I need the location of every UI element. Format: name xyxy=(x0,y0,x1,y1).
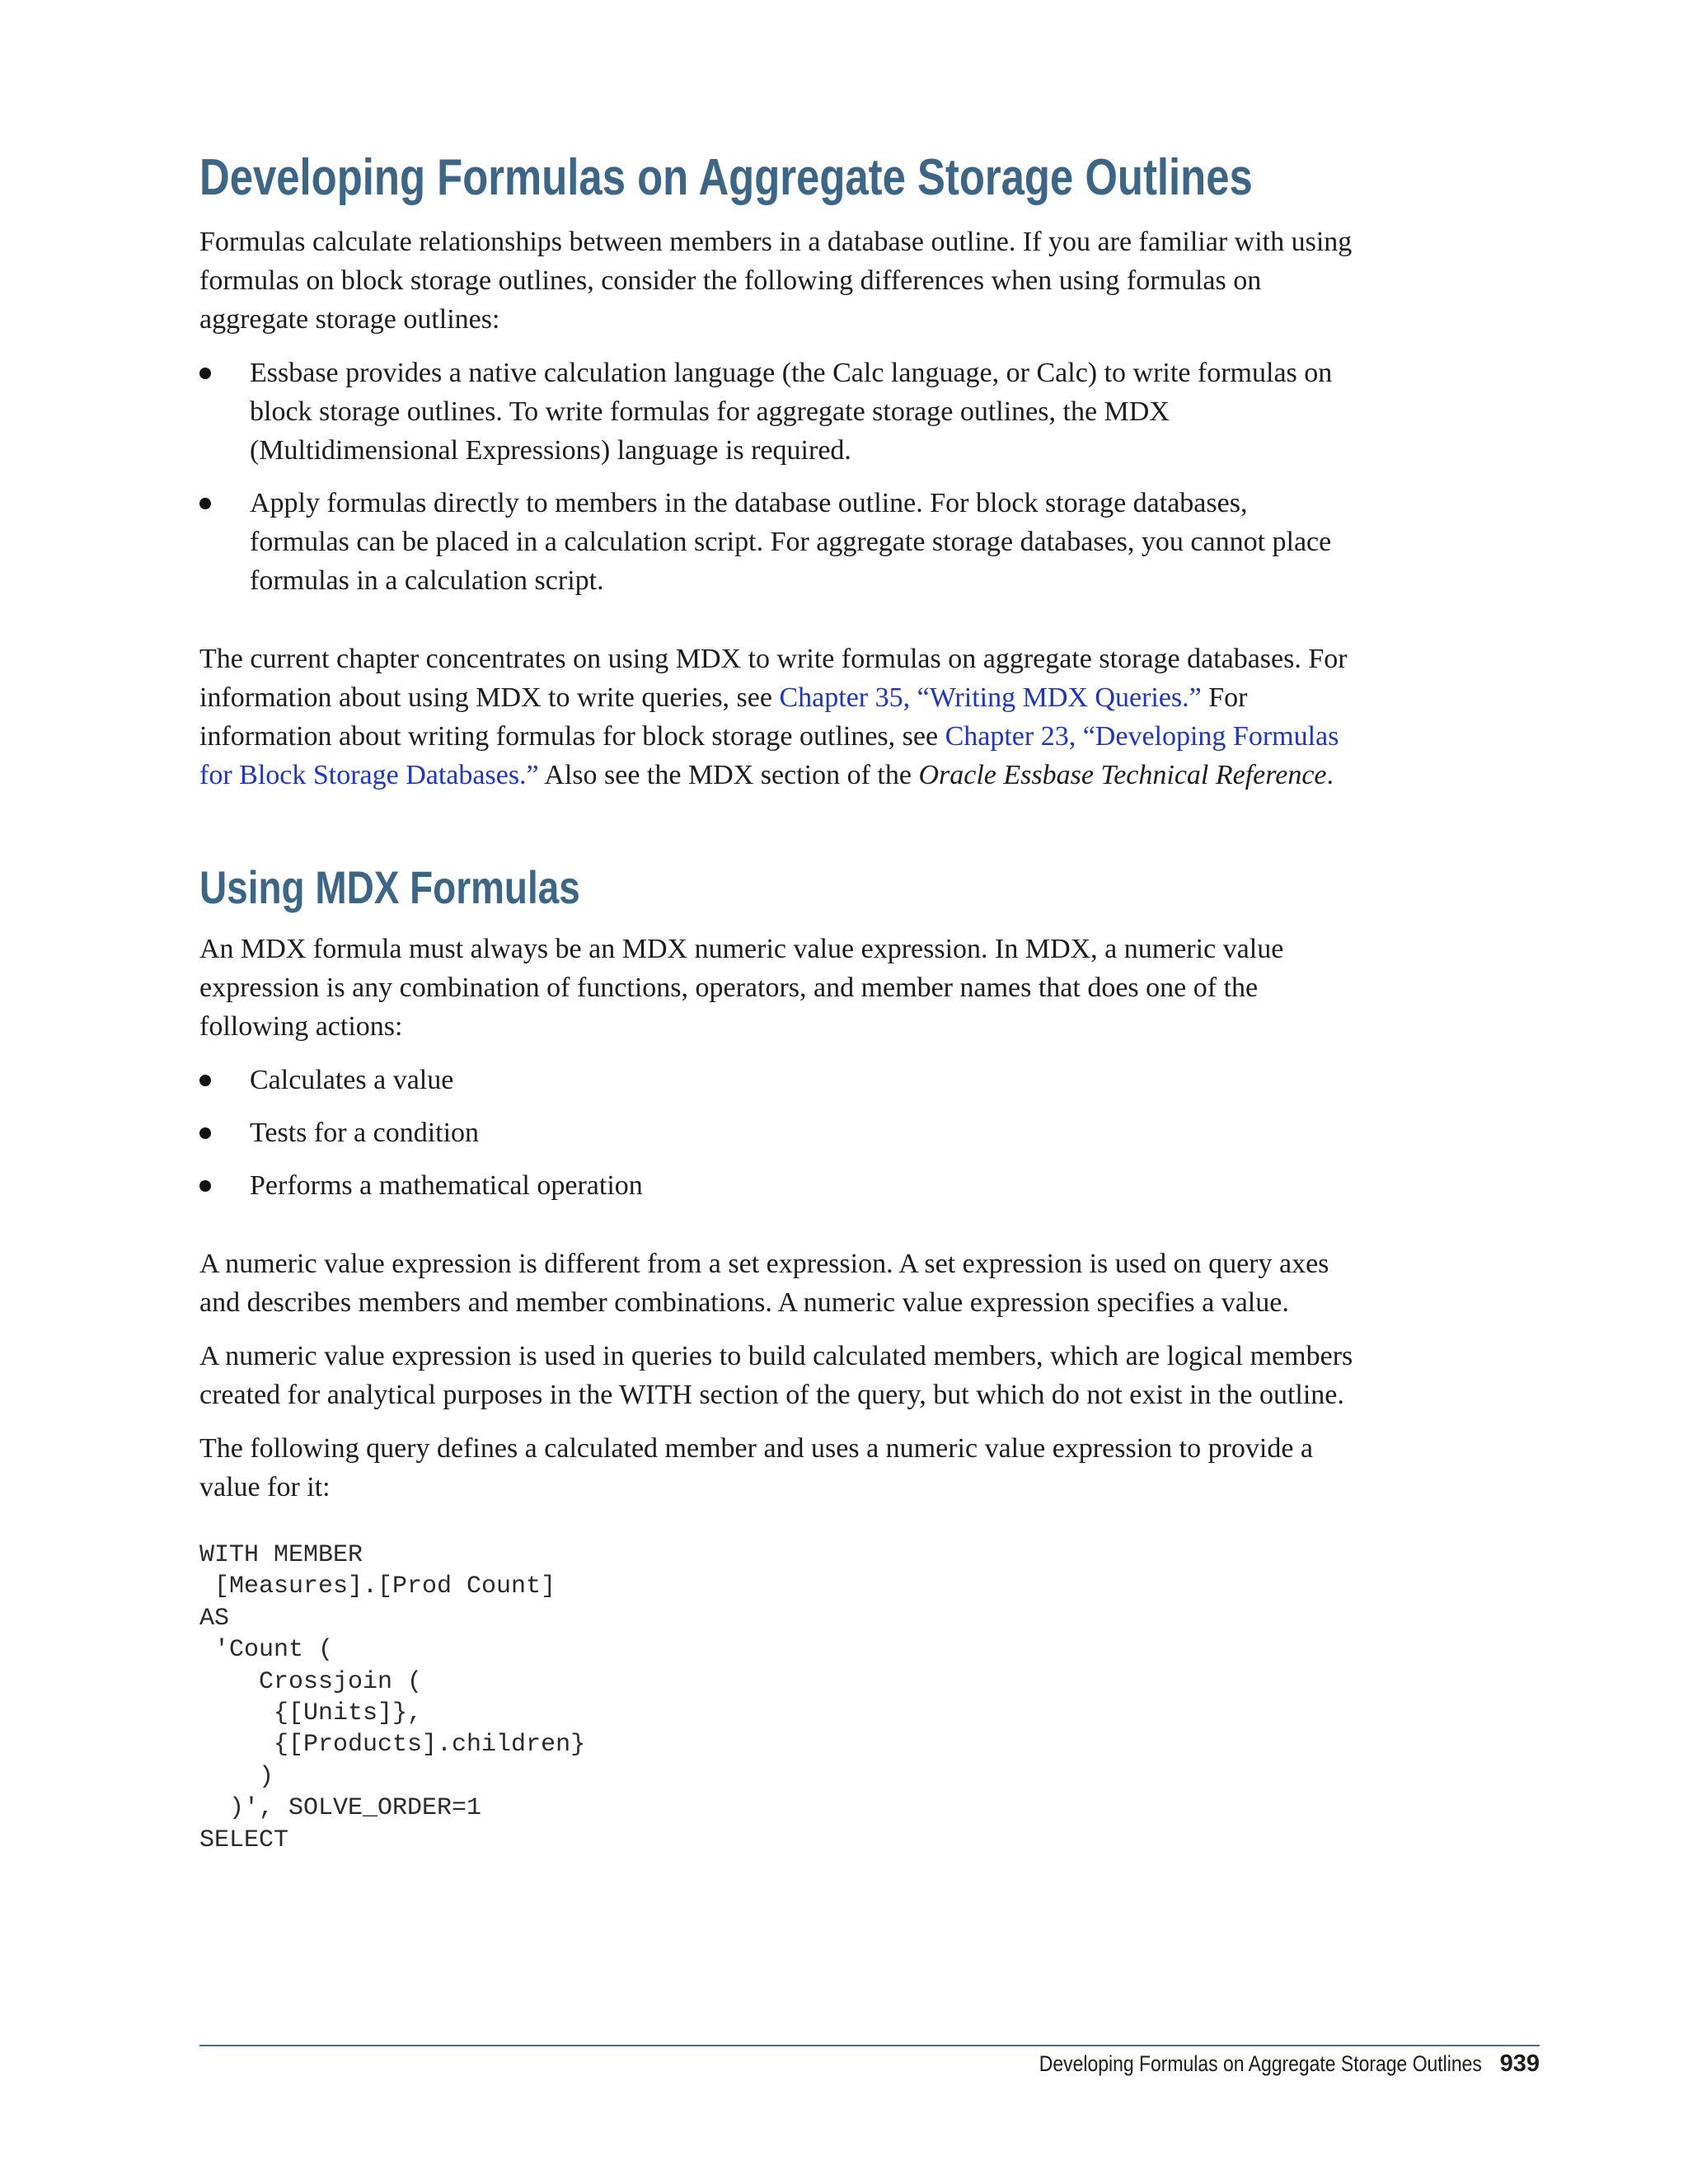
set-expression-paragraph: A numeric value expression is different from a set expression. A set expression is used on query axes and describes members and member combinations. A numeric value expression specifies a value. xyxy=(199,1249,1329,1318)
section-heading: Developing Formulas on Aggregate Storage Outlines xyxy=(199,149,1253,206)
list-item: Essbase provides a native calculation language (the Calc language, or Calc) to write formulas on block storage outlines. To write formulas for aggregate storage outlines, the MDX (Multidimensional Expressions) language is required. xyxy=(199,354,1353,470)
differences-list xyxy=(199,354,1353,600)
footer-divider xyxy=(199,2045,1540,2046)
bullet-icon xyxy=(199,498,211,509)
bullet-icon xyxy=(199,1075,211,1086)
chapter-overview-paragraph: The current chapter concentrates on using MDX to write formulas on aggregate storage databases. For information about using MDX to write queries, see Chapter 35, “Writing MDX Queries.” For information about writing formulas for block storage outlines, see Chapter 23, “Developing Formulas for Block Storage Databases.” Also see the MDX section of the Oracle Essbase Technical Reference. xyxy=(199,644,1348,790)
page-number: 939 xyxy=(1499,2050,1540,2077)
list-item: Tests for a condition xyxy=(199,1113,1353,1152)
list-item: Calculates a value xyxy=(199,1061,1353,1099)
chapter-35-link[interactable]: Chapter 35, “Writing MDX Queries.” xyxy=(779,682,1202,713)
query-intro-paragraph: The following query defines a calculated member and uses a numeric value expression to provide a value for it: xyxy=(199,1433,1314,1502)
bullet-icon xyxy=(199,368,211,379)
reference-title: Oracle Essbase Technical Reference xyxy=(918,760,1327,790)
chapter-23-link[interactable]: Chapter 23, “Developing Formulas for Block Storage Databases.” xyxy=(199,721,1339,790)
code-block: WITH MEMBER [Measures].[Prod Count] AS 'Count ( Crossjoin ( {[Units]}, {[Products].children} ) )', SOLVE_ORDER=1 SELECT xyxy=(199,1541,586,1854)
footer-title: Developing Formulas on Aggregate Storage Outlines xyxy=(1039,2051,1482,2076)
intro-paragraph: Formulas calculate relationships between members in a database outline. If you are familiar with using formulas on block storage outlines, consider the following differences when using formulas on aggregate storage outlines: xyxy=(199,227,1353,335)
page-footer xyxy=(961,2050,1540,2078)
page-content xyxy=(199,148,1353,1856)
bullet-icon xyxy=(199,1180,211,1192)
mdx-formula-paragraph: An MDX formula must always be an MDX numeric value expression. In MDX, a numeric value expression is any combination of functions, operators, and member names that does one of the following actions: xyxy=(199,934,1284,1042)
calculated-members-paragraph: A numeric value expression is used in queries to build calculated members, which are logical members created for analytical purposes in the WITH section of the query, but which do not exist in the outline. xyxy=(199,1341,1353,1410)
subsection-heading: Using MDX Formulas xyxy=(199,861,580,913)
list-item: Apply formulas directly to members in the database outline. For block storage databases, formulas can be placed in a calculation script. For aggregate storage databases, you cannot place formulas in a calculation script. xyxy=(199,484,1353,600)
bullet-icon xyxy=(199,1127,211,1139)
list-item: Performs a mathematical operation xyxy=(199,1166,1353,1205)
actions-list xyxy=(199,1061,1353,1205)
